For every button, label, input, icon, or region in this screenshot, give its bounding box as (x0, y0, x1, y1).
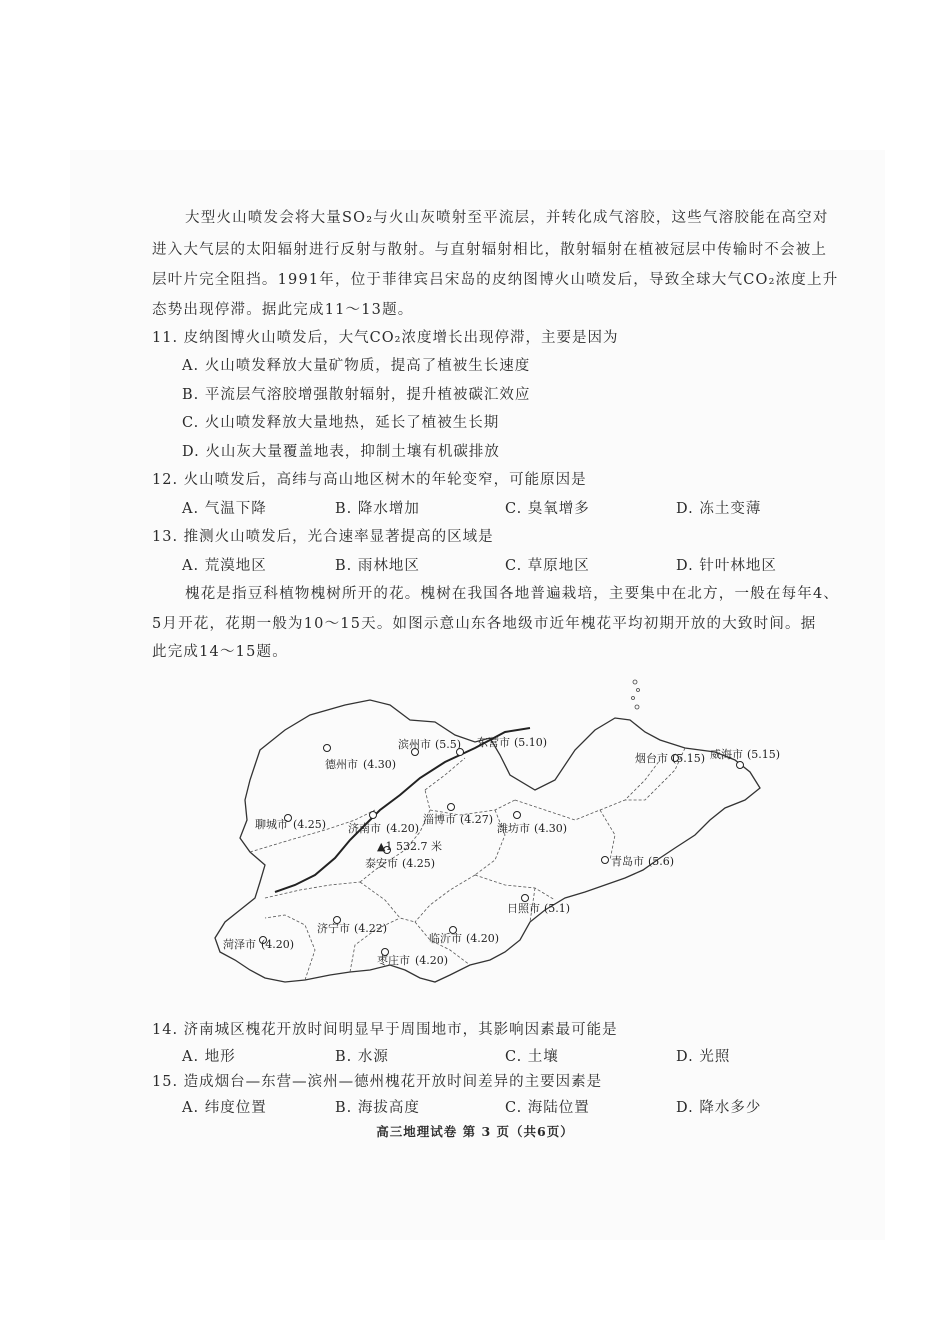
city-label: 菏泽市 (223, 938, 256, 951)
city-date: (4.27) (460, 813, 494, 826)
peak-elevation: ▲1 532.7 米 (377, 840, 442, 853)
shandong-map (205, 660, 805, 1005)
city-marker (324, 745, 331, 752)
city-label: 聊城市 (255, 818, 288, 831)
question-stem: 14. 济南城区槐花开放时间明显早于周围地市，其影响因素最可能是 (152, 1022, 618, 1038)
option: B. 海拔高度 (335, 1100, 420, 1116)
passage-1-line: 大型火山喷发会将大量SO₂与火山灰喷射至平流层，并转化成气溶胶，这些气溶胶能在高空对 (185, 210, 829, 226)
question-stem: 12. 火山喷发后，高纬与高山地区树木的年轮变窄，可能原因是 (152, 472, 587, 488)
city-marker (522, 895, 529, 902)
passage-2-line: 此完成14～15题。 (152, 644, 288, 660)
option: C. 火山喷发释放大量地热，延长了植被生长期 (182, 415, 500, 431)
city-date: (5.15) (672, 752, 706, 765)
question-stem: 15. 造成烟台—东营—滨州—德州槐花开放时间差异的主要因素是 (152, 1074, 603, 1090)
option: B. 雨林地区 (335, 558, 420, 574)
city-label: 烟台市 (635, 752, 668, 765)
city-date: (5.10) (514, 736, 548, 749)
city-label: 德州市 (325, 758, 358, 771)
city-date: (4.22) (354, 922, 388, 935)
option: C. 臭氧增多 (505, 501, 590, 517)
option: C. 草原地区 (505, 558, 590, 574)
city-marker (514, 812, 521, 819)
city-label: 滨州市 (398, 738, 431, 751)
option: A. 地形 (182, 1049, 236, 1065)
page-footer: 高三地理试卷 第 3 页（共6页） (376, 1124, 574, 1139)
city-label: 枣庄市 (377, 954, 410, 967)
question-stem: 11. 皮纳图博火山喷发后，大气CO₂浓度增长出现停滞，主要是因为 (152, 330, 619, 346)
city-label: 济南市 (348, 822, 381, 835)
question-stem: 13. 推测火山喷发后，光合速率显著提高的区域是 (152, 529, 494, 545)
city-date: (4.30) (534, 822, 568, 835)
city-marker (737, 762, 744, 769)
city-date: (4.20) (386, 822, 420, 835)
city-date: (4.20) (466, 932, 500, 945)
islands (632, 680, 640, 709)
option: C. 土壤 (505, 1049, 559, 1065)
city-label: 东营市 (477, 736, 510, 749)
city-date: (5.6) (648, 855, 675, 868)
city-labels (223, 735, 780, 967)
option: C. 海陆位置 (505, 1100, 590, 1116)
city-label: 淄博市 (423, 813, 456, 826)
option: A. 气温下降 (182, 501, 267, 517)
city-label: 济宁市 (317, 922, 350, 935)
option: A. 纬度位置 (182, 1100, 267, 1116)
option: D. 针叶林地区 (676, 558, 777, 574)
passage-2-line: 槐花是指豆科植物槐树所开的花。槐树在我国各地普遍栽培，主要集中在北方，一般在每年4、 (185, 586, 840, 602)
city-marker (370, 812, 377, 819)
passage-1-line: 层叶片完全阻挡。1991年，位于菲律宾吕宋岛的皮纳图博火山喷发后，导致全球大气CO₂浓度上升 (152, 272, 839, 288)
city-date: (5.5) (435, 738, 462, 751)
city-label: 潍坊市 (497, 822, 530, 835)
city-date: (4.25) (402, 857, 436, 870)
city-label: 威海市 (710, 748, 743, 761)
option: B. 降水增加 (335, 501, 420, 517)
city-date: (5.1) (544, 902, 571, 915)
option: D. 火山灰大量覆盖地表，抑制土壤有机碳排放 (182, 444, 500, 460)
option: B. 水源 (335, 1049, 389, 1065)
option: A. 火山喷发释放大量矿物质，提高了植被生长速度 (182, 358, 531, 374)
passage-1-line: 进入大气层的太阳辐射进行反射与散射。与直射辐射相比，散射辐射在植被冠层中传输时不会被上 (152, 242, 828, 258)
city-date: (4.30) (363, 758, 397, 771)
option: D. 冻土变薄 (676, 501, 762, 517)
passage-2-line: 5月开花，花期一般为10～15天。如图示意山东各地级市近年槐花平均初期开放的大致时间。据 (152, 616, 817, 632)
city-date: (4.25) (293, 818, 327, 831)
city-label: 泰安市 (365, 857, 398, 870)
option: A. 荒漠地区 (182, 558, 267, 574)
city-date: (4.20) (261, 938, 295, 951)
city-marker (602, 857, 609, 864)
city-marker (448, 804, 455, 811)
city-date: (4.20) (415, 954, 449, 967)
city-date: (5.15) (747, 748, 781, 761)
city-label: 青岛市 (611, 855, 644, 868)
city-label: 日照市 (507, 902, 540, 915)
option: D. 降水多少 (676, 1100, 762, 1116)
option: B. 平流层气溶胶增强散射辐射，提升植被碳汇效应 (182, 387, 531, 403)
option: D. 光照 (676, 1049, 731, 1065)
city-label: 临沂市 (429, 932, 462, 945)
passage-1-line: 态势出现停滞。据此完成11～13题。 (152, 302, 414, 318)
